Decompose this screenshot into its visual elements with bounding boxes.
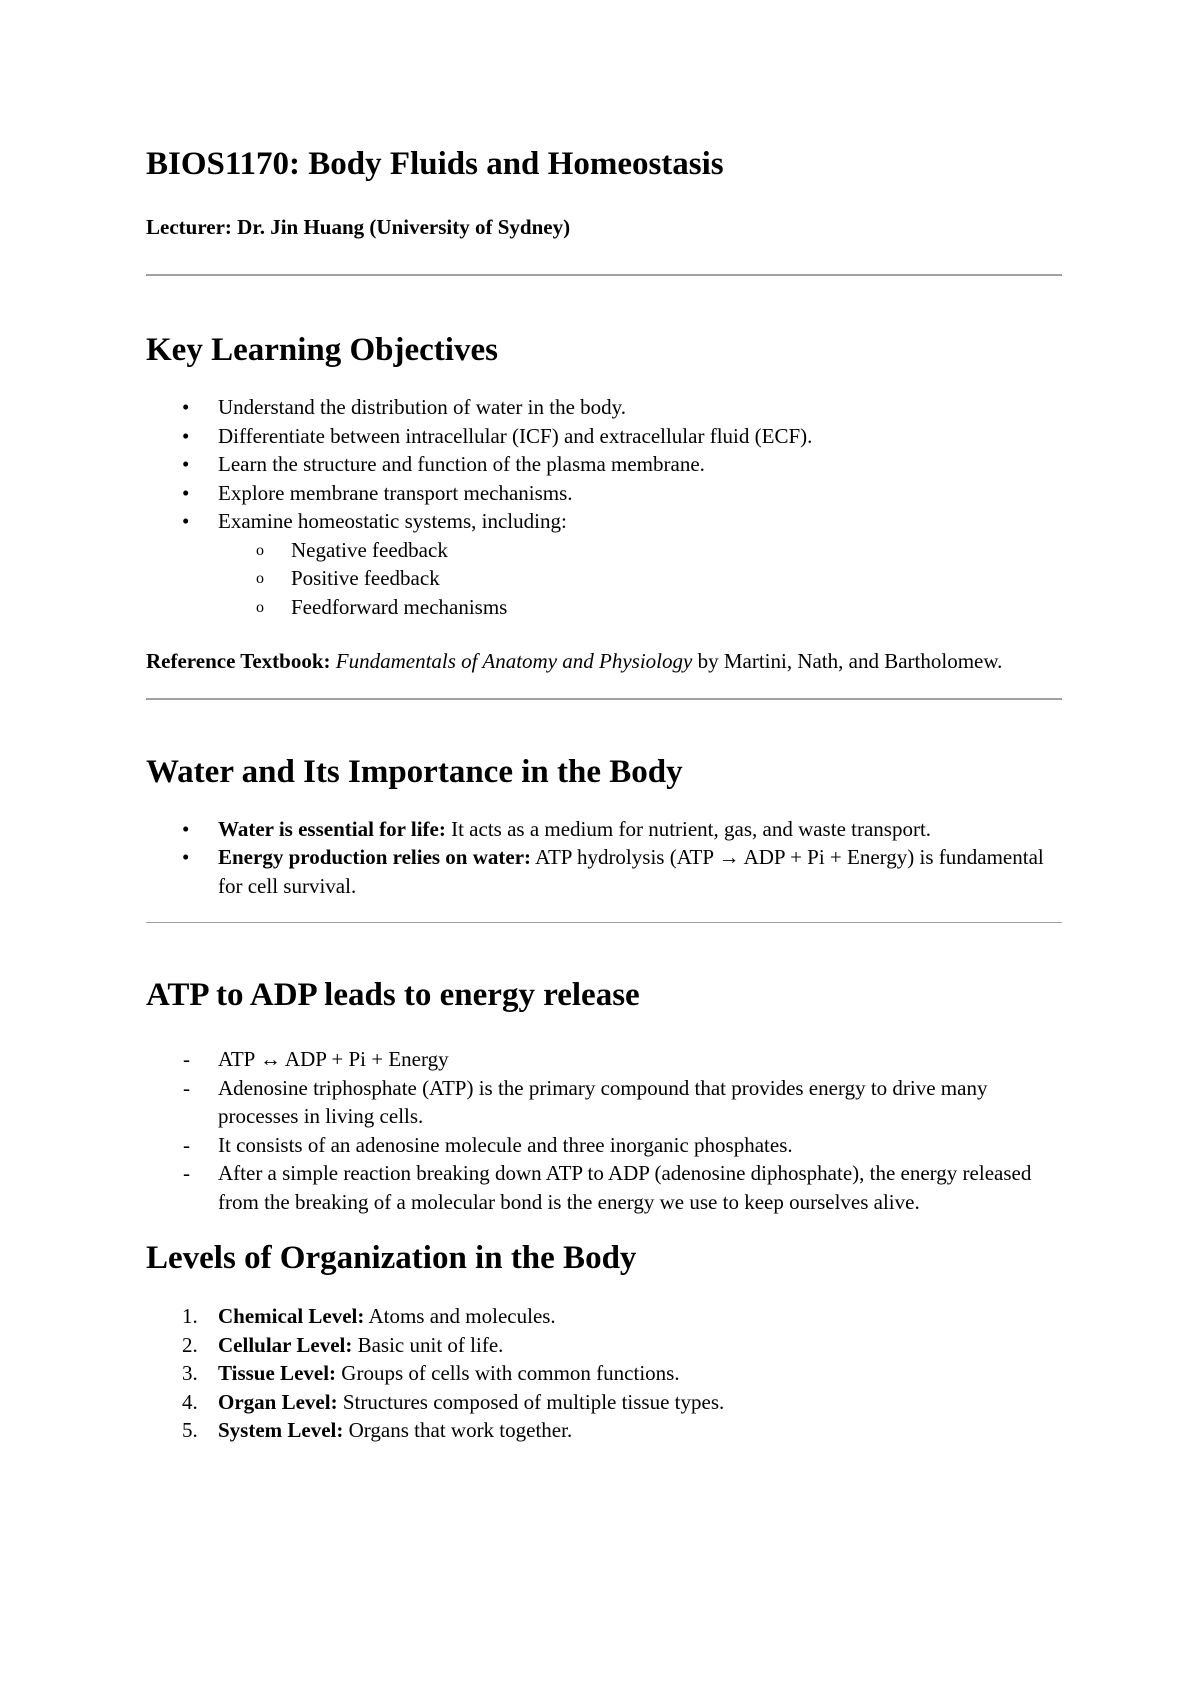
sub-bullet-mark: o — [256, 570, 264, 587]
dash-mark: - — [183, 1047, 190, 1071]
list-item — [146, 479, 1062, 508]
feedback-sublist — [146, 536, 1062, 622]
list-item-text: Basic unit of life. — [352, 1332, 504, 1357]
list-item — [146, 450, 1062, 479]
reference-textbook — [146, 647, 1062, 676]
section-heading-water: Water and Its Importance in the Body — [146, 753, 683, 790]
list-item-bold: System Level: — [218, 1418, 344, 1442]
list-number: 3. — [182, 1361, 198, 1385]
section-heading-atp: ATP to ADP leads to energy release — [146, 977, 640, 1013]
sub-list-item — [146, 536, 1062, 565]
bullet-mark: • — [182, 395, 190, 419]
list-item — [146, 1159, 1062, 1216]
lecturer-line: Lecturer: Dr. Jin Huang (University of Sydney) — [146, 215, 571, 239]
list-item-bold: Organ Level: — [218, 1389, 338, 1414]
reference-label: Reference Textbook: — [146, 649, 331, 673]
objectives-list — [146, 393, 1062, 536]
document-title: BIOS1170: Body Fluids and Homeostasis — [146, 146, 724, 182]
divider — [146, 698, 1062, 700]
list-item-text: Examine homeostatic systems, including: — [218, 509, 567, 533]
sub-list-item-text: Negative feedback — [291, 537, 448, 562]
reference-book-title: Fundamentals of Anatomy and Physiology — [335, 649, 693, 673]
list-number: 1. — [182, 1304, 198, 1328]
divider — [146, 274, 1062, 276]
sub-bullet-mark: o — [256, 598, 264, 616]
dash-mark: - — [183, 1132, 190, 1157]
list-item — [146, 1131, 1062, 1160]
list-item — [146, 843, 1062, 900]
list-item-bold: Water is essential for life: — [218, 816, 446, 841]
list-item-text: Atoms and molecules. — [364, 1304, 556, 1328]
section-heading-levels: Levels of Organization in the Body — [146, 1240, 637, 1276]
list-item — [146, 1302, 1062, 1331]
list-item-bold: Chemical Level: — [218, 1304, 365, 1328]
bullet-mark: • — [182, 452, 190, 476]
list-item-text: Groups of cells with common functions. — [336, 1361, 680, 1385]
divider — [146, 922, 1062, 923]
list-item — [146, 1045, 1062, 1074]
list-number: 4. — [182, 1389, 198, 1414]
list-item-text: Differentiate between intracellular (ICF) and extracellular fluid (ECF). — [218, 423, 813, 448]
bullet-mark: • — [182, 480, 190, 505]
bullet-mark: • — [182, 845, 190, 869]
sub-list-item-text: Feedforward mechanisms — [291, 594, 508, 619]
reference-authors: by Martini, Nath, and Bartholomew. — [692, 649, 1003, 673]
list-item-bold: Cellular Level: — [218, 1332, 353, 1357]
list-number: 2. — [182, 1332, 198, 1357]
list-item-text: Understand the distribution of water in the body. — [218, 395, 627, 419]
dash-mark: - — [183, 1161, 190, 1185]
list-item-bold: Tissue Level: — [218, 1361, 337, 1385]
list-item — [146, 1359, 1062, 1388]
dash-mark: - — [183, 1075, 190, 1100]
list-item-text: Adenosine triphosphate (ATP) is the primary compound that provides energy to drive many processes in living cells. — [218, 1075, 988, 1128]
list-item — [146, 393, 1062, 422]
levels-list — [146, 1302, 1062, 1445]
section-heading-objectives: Key Learning Objectives — [146, 332, 498, 368]
list-item-text: ATP hydrolysis (ATP → ADP + Pi + Energy) is fundamental for cell survival. — [218, 845, 1044, 898]
list-item-text: After a simple reaction breaking down ATP to ADP (adenosine diphosphate), the energy released from the breaking of a molecular bond is the energy we use to keep ourselves alive. — [218, 1161, 1032, 1214]
list-item — [146, 1388, 1062, 1417]
bullet-mark: • — [182, 509, 190, 533]
list-item-text: ATP ↔ ADP + Pi + Energy — [218, 1047, 449, 1071]
list-item — [146, 422, 1062, 451]
bullet-mark: • — [182, 423, 190, 448]
list-item — [146, 507, 1062, 536]
list-item — [146, 815, 1062, 844]
bullet-mark: • — [182, 816, 190, 841]
list-item-text: Learn the structure and function of the plasma membrane. — [218, 452, 705, 476]
list-item-text: Structures composed of multiple tissue types. — [337, 1389, 725, 1414]
list-item-text: Explore membrane transport mechanisms. — [218, 480, 573, 505]
list-number: 5. — [182, 1418, 198, 1442]
list-item-text: It acts as a medium for nutrient, gas, and waste transport. — [445, 816, 932, 841]
sub-bullet-mark: o — [256, 541, 264, 559]
list-item-text: It consists of an adenosine molecule and three inorganic phosphates. — [218, 1132, 793, 1157]
list-item — [146, 1331, 1062, 1360]
list-item-bold: Energy production relies on water: — [218, 845, 532, 869]
list-item — [146, 1416, 1062, 1445]
list-item-text: Organs that work together. — [343, 1418, 573, 1442]
sub-list-item — [146, 593, 1062, 622]
atp-list — [146, 1045, 1062, 1216]
list-item — [146, 1074, 1062, 1131]
sub-list-item-text: Positive feedback — [291, 566, 440, 590]
sub-list-item — [146, 564, 1062, 593]
water-list — [146, 815, 1062, 901]
